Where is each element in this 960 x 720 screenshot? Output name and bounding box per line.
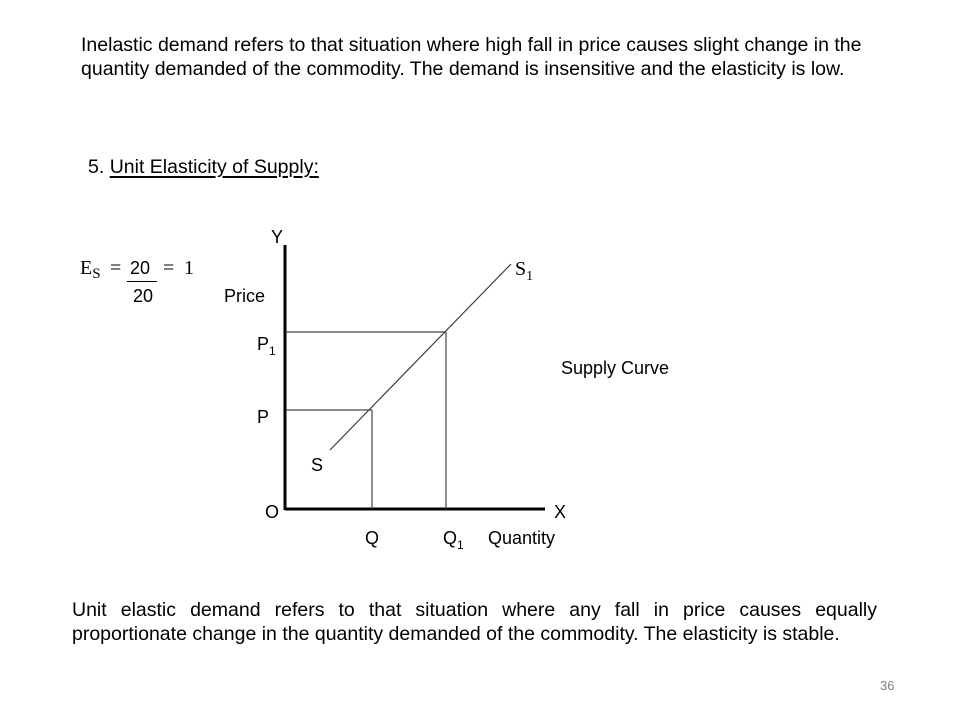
outro-paragraph: Unit elastic demand refers to that situation where any fall in price causes equally proportionate change in the quantity demanded of the commodity. The elasticity is stable. xyxy=(72,599,877,645)
q1-main: Q xyxy=(443,528,458,548)
formula-denominator: 20 xyxy=(133,286,154,306)
y-axis-label: Y xyxy=(271,227,284,247)
formula-equals-1: = xyxy=(110,257,122,279)
intro-paragraph: Inelastic demand refers to that situation where high fall in price causes slight change in the quantity demanded of the commodity. The demand is insensitive and the elasticity is low. xyxy=(81,34,862,80)
p1-subscript: 1 xyxy=(269,344,276,358)
origin-label: O xyxy=(265,502,280,522)
p1-label xyxy=(257,334,276,358)
p1-main: P xyxy=(257,334,270,354)
x-axis-label: X xyxy=(554,502,567,522)
p-label: P xyxy=(257,407,270,427)
quantity-axis-title: Quantity xyxy=(488,528,556,548)
supply-curve-label: Supply Curve xyxy=(561,358,670,378)
formula-numerator: 20 xyxy=(130,258,151,278)
q-label: Q xyxy=(365,528,380,548)
formula-equals-2: = xyxy=(163,257,175,279)
s1-subscript: 1 xyxy=(526,269,534,284)
page-number: 36 xyxy=(880,678,895,693)
s1-label xyxy=(515,258,534,284)
formula-result: 1 xyxy=(184,257,194,279)
s1-main: S xyxy=(515,258,527,280)
section-number: 5. xyxy=(88,156,105,178)
q1-subscript: 1 xyxy=(457,538,464,552)
price-axis-title: Price xyxy=(224,286,266,306)
s-curve-start-label: S xyxy=(311,455,324,475)
q1-label xyxy=(443,528,464,552)
formula-e: E xyxy=(80,257,93,279)
section-title: Unit Elasticity of Supply: xyxy=(109,156,319,178)
supply-curve-line xyxy=(330,264,511,450)
formula-e-subscript: S xyxy=(92,266,101,282)
